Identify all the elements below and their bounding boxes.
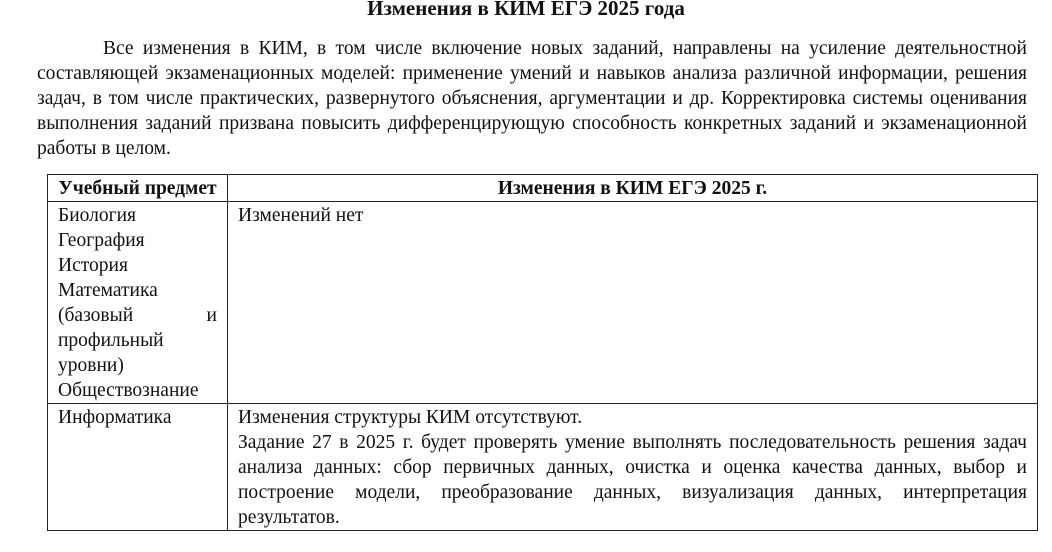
table-header-row <box>48 175 1038 202</box>
subject-line: профильный <box>58 330 164 351</box>
subject-line: Обществознание <box>58 380 199 401</box>
table-row <box>48 202 1038 404</box>
intro-paragraph: Все изменения в КИМ, в том числе включение новых заданий, направлены на усиление деятельностной составляющей экзаменационных моделей: применение умений и навыков анализа различной информации, решения задач, в том числе практических, развернутого объяснения, аргументации и др. Корректировка системы оценивания выполнения заданий призвана повысить дифференцирующую способность конкретных заданий и экзаменационной работы в целом. <box>37 38 1027 159</box>
subject-cell <box>48 404 228 531</box>
change-text: Задание 27 в 2025 г. будет проверять умение выполнять последовательность решения задач анализа данных: сбор первичных данных, очистка и оценка качества данных, выбор и построение модели, преобразование данных, визуализация данных, интерпретация результатов. <box>238 432 1027 528</box>
table-row <box>48 404 1038 531</box>
subject-line: уровни) <box>58 355 124 376</box>
subject-line: Информатика <box>58 407 172 428</box>
change-text: Изменений нет <box>238 205 364 226</box>
header-subject: Учебный предмет <box>48 175 228 202</box>
changes-cell <box>228 202 1038 404</box>
subject-line: География <box>58 230 145 251</box>
changes-table <box>47 174 1038 531</box>
subject-cell <box>48 202 228 404</box>
subject-line: История <box>58 255 128 276</box>
subject-line: Математика <box>58 280 158 301</box>
subject-line: Биология <box>58 205 137 226</box>
changes-cell <box>228 404 1038 531</box>
subject-line: (базовый и <box>58 305 217 326</box>
change-text: Изменения структуры КИМ отсутствуют. <box>238 407 583 428</box>
header-changes: Изменения в КИМ ЕГЭ 2025 г. <box>228 175 1038 202</box>
document-title: Изменения в КИМ ЕГЭ 2025 года <box>367 0 685 20</box>
